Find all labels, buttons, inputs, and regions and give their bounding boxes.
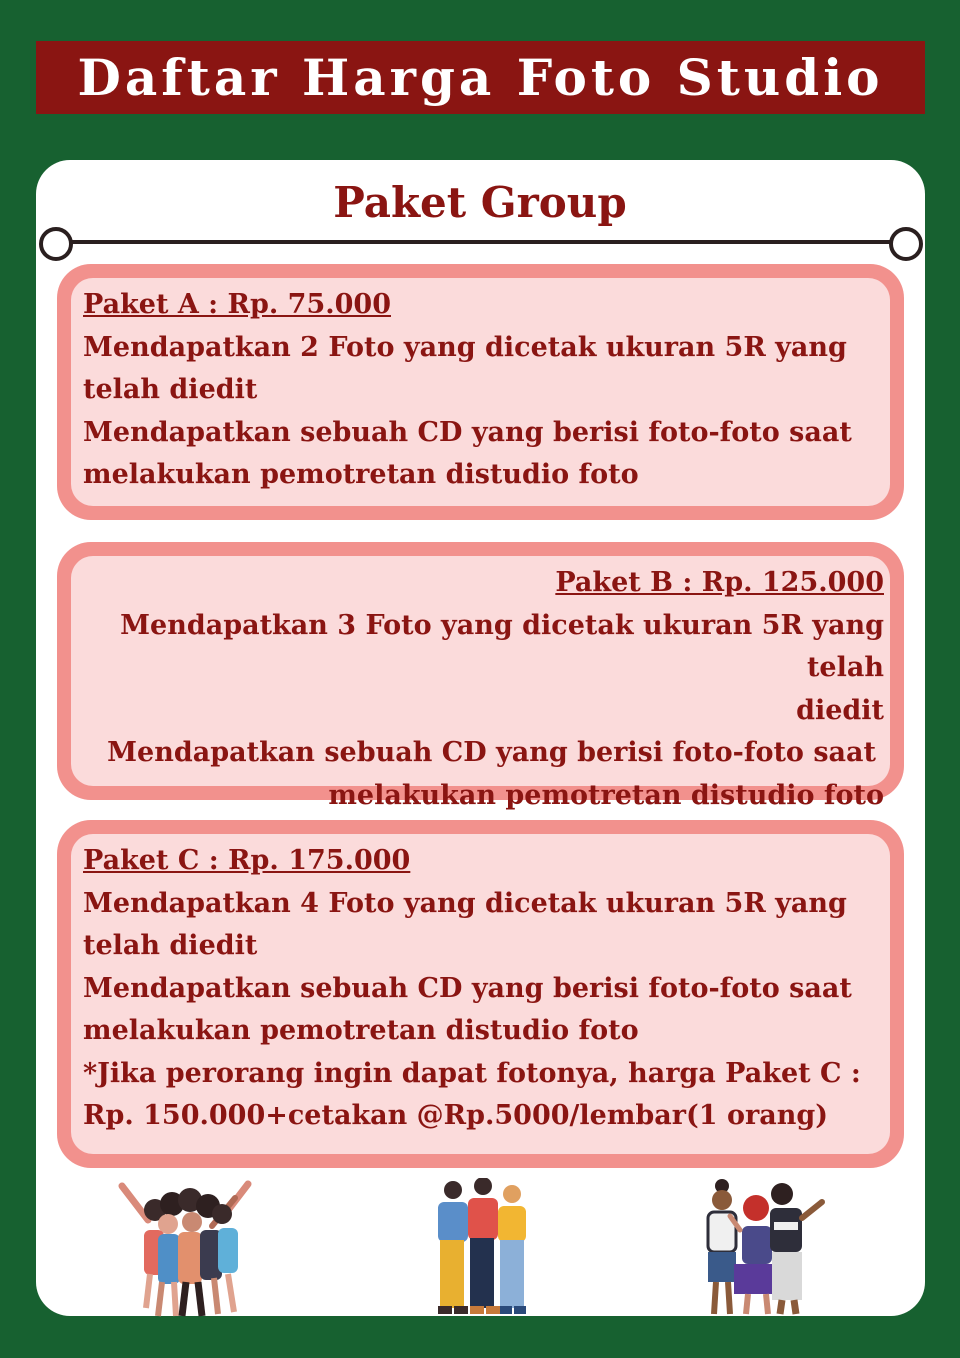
- package-c-note: *Jika perorang ingin dapat fotonya, harga Paket C : Rp. 150.000+cetakan @Rp.5000/lembar(1 orang): [83, 1057, 861, 1131]
- package-a-photo-text: Mendapatkan 2 Foto yang dicetak ukuran 5R yang telah diedit: [83, 331, 847, 405]
- package-b-body: [71, 556, 890, 811]
- package-c-photo-text: Mendapatkan 4 Foto yang dicetak ukuran 5R yang telah diedit: [83, 887, 847, 961]
- package-b-card: [57, 542, 904, 811]
- package-c-cd-text: Mendapatkan sebuah CD yang berisi foto-foto saat melakukan pemotretan distudio foto: [83, 972, 852, 1046]
- package-a-cd-text: Mendapatkan sebuah CD yang berisi foto-foto saat melakukan pemotretan distudio foto: [83, 416, 852, 490]
- divider-left-ring-icon: [39, 227, 73, 261]
- package-a-title: Paket A : Rp. 75.000: [83, 289, 391, 320]
- package-c-card: [57, 820, 904, 1168]
- package-b-cd-text-end: melakukan pemotretan distudio foto: [328, 779, 884, 811]
- three-friends-illustration: [428, 1178, 538, 1318]
- friends-posing-illustration: [690, 1178, 840, 1318]
- group-cheering-illustration: [110, 1178, 260, 1318]
- package-c-title: Paket C : Rp. 175.000: [83, 845, 411, 876]
- package-a-card: [57, 264, 904, 520]
- section-title: Paket Group: [333, 178, 627, 227]
- package-a-body: [71, 278, 890, 506]
- title-banner: [36, 41, 925, 114]
- package-b-title: Paket B : Rp. 125.000: [555, 567, 884, 598]
- page-title: Daftar Harga Foto Studio: [77, 48, 884, 107]
- divider-line: [58, 240, 906, 244]
- package-c-body: [71, 834, 890, 1154]
- package-b-photo-text-end: diedit: [796, 694, 884, 726]
- divider-right-ring-icon: [889, 227, 923, 261]
- package-b-photo-text: Mendapatkan 3 Foto yang dicetak ukuran 5R yang telah: [120, 609, 884, 683]
- package-b-cd-text: Mendapatkan sebuah CD yang berisi foto-foto saat: [107, 737, 876, 768]
